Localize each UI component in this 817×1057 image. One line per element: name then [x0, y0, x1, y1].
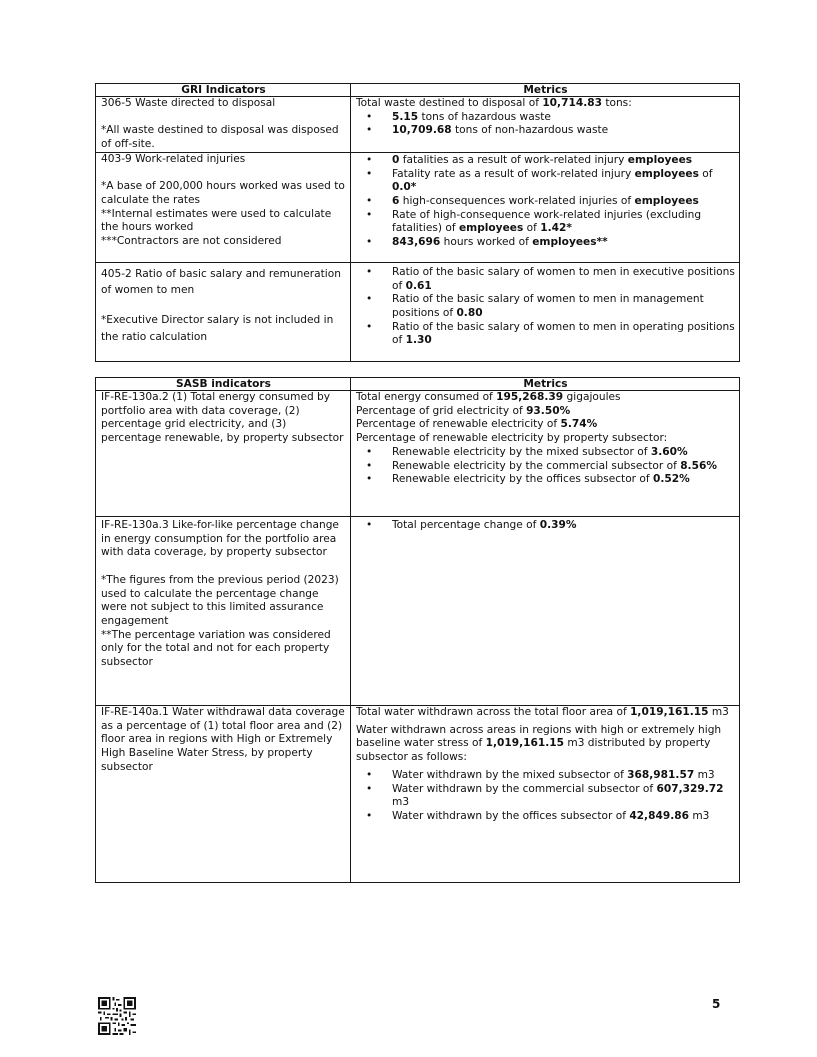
- indicator-note: *A base of 200,000 hours worked was used to calculate the rates: [101, 180, 345, 206]
- list-item: • 843,696 hours worked of employees**: [392, 236, 735, 250]
- metric-list: [356, 111, 735, 138]
- sasb-indicators-table: [95, 377, 740, 883]
- metric-list: [356, 769, 735, 824]
- list-item: • Renewable electricity by the mixed subsector of 3.60%: [392, 446, 735, 460]
- sasb-header-indicators: SASB indicators: [96, 378, 351, 391]
- list-item: • Water withdrawn by the mixed subsector of 368,981.57 m3: [392, 769, 735, 783]
- list-item: • Fatality rate as a result of work-related injury employees of 0.0*: [392, 168, 735, 195]
- indicator-title: IF-RE-130a.2 (1) Total energy consumed by portfolio area with data coverage, (2) percentage grid electricity, and (3) percentage renewable, by property subsector: [101, 391, 344, 445]
- indicator-note: **The percentage variation was considered only for the total and not for each property subsector: [101, 628, 331, 669]
- table-row: [96, 391, 740, 517]
- metrics-cell: [351, 706, 740, 883]
- indicator-cell: [96, 152, 351, 262]
- list-item: • 0 fatalities as a result of work-related injury employees: [392, 154, 735, 168]
- qr-code-icon: [98, 997, 136, 1035]
- page-number: 5: [712, 997, 721, 1011]
- metric-list: [356, 446, 735, 487]
- list-item: • 5.15 tons of hazardous waste: [392, 111, 735, 125]
- metric-line: Water withdrawn across areas in regions with high or extremely high baseline water stress of 1,019,161.15 m3 distributed by property subsector as follows:: [356, 723, 722, 764]
- metric-line: Percentage of renewable electricity of 5.74%: [356, 418, 598, 431]
- metric-list: [356, 266, 735, 348]
- metrics-cell: [351, 262, 740, 361]
- gri-header-metrics: Metrics: [351, 84, 740, 97]
- table-row: [96, 97, 740, 153]
- table-row: [96, 706, 740, 883]
- indicator-cell: [96, 391, 351, 517]
- list-item: • Water withdrawn by the offices subsector of 42,849.86 m3: [392, 810, 735, 824]
- list-item: • Total percentage change of 0.39%: [392, 519, 735, 533]
- indicator-title: 405-2 Ratio of basic salary and remuneration of women to men: [101, 267, 341, 297]
- indicator-note: *All waste destined to disposal was disposed of off-site.: [101, 124, 339, 151]
- metrics-cell: [351, 391, 740, 517]
- list-item: • Rate of high-consequence work-related injuries (excluding fatalities) of employees of 1.42*: [392, 209, 735, 236]
- table-row: [96, 517, 740, 706]
- metric-line: Percentage of grid electricity of 93.50%: [356, 404, 571, 417]
- indicator-cell: [96, 262, 351, 361]
- indicator-cell: [96, 97, 351, 153]
- metric-list: [356, 519, 735, 533]
- table-row: [96, 262, 740, 361]
- indicator-cell: [96, 517, 351, 706]
- indicator-title: IF-RE-140a.1 Water withdrawal data coverage as a percentage of (1) total floor area and (2) floor area in regions with High or Extremely High Baseline Water Stress, by property subsector: [101, 706, 345, 773]
- indicator-note: *Executive Director salary is not included in the ratio calculation: [101, 314, 334, 343]
- indicator-note: *The figures from the previous period (2023) used to calculate the percentage change were not subject to this limited assurance engagement: [101, 573, 339, 627]
- metric-list: [356, 154, 735, 250]
- indicator-cell: [96, 706, 351, 883]
- metrics-cell: [351, 517, 740, 706]
- gri-header-indicators: GRI Indicators: [96, 84, 351, 97]
- list-item: • 10,709.68 tons of non-hazardous waste: [392, 124, 735, 138]
- table-row: [96, 152, 740, 262]
- list-item: • Ratio of the basic salary of women to men in management positions of 0.80: [392, 293, 735, 320]
- list-item: • Ratio of the basic salary of women to men in operating positions of 1.30: [392, 321, 735, 348]
- list-item: • 6 high-consequences work-related injuries of employees: [392, 195, 735, 209]
- indicator-note: ***Contractors are not considered: [101, 235, 282, 247]
- metric-line: Total water withdrawn across the total floor area of 1,019,161.15 m3: [356, 706, 729, 718]
- list-item: • Renewable electricity by the offices subsector of 0.52%: [392, 473, 735, 487]
- list-item: • Renewable electricity by the commercial subsector of 8.56%: [392, 460, 735, 474]
- gri-indicators-table: [95, 83, 740, 362]
- indicator-note: **Internal estimates were used to calculate the hours worked: [101, 207, 332, 234]
- metric-line: Percentage of renewable electricity by property subsector:: [356, 432, 668, 445]
- indicator-title: 403-9 Work-related injuries: [101, 152, 246, 165]
- indicator-title: IF-RE-130a.3 Like-for-like percentage change in energy consumption for the portfolio area with data coverage, by property subsector: [101, 519, 339, 559]
- list-item: • Water withdrawn by the commercial subsector of 607,329.72 m3: [392, 783, 735, 810]
- list-item: • Ratio of the basic salary of women to men in executive positions of 0.61: [392, 266, 735, 293]
- metric-line: Total energy consumed of 195,268.39 gigajoules: [356, 391, 621, 403]
- metrics-cell: [351, 152, 740, 262]
- indicator-title: 306-5 Waste directed to disposal: [101, 97, 276, 109]
- metrics-cell: [351, 97, 740, 153]
- sasb-header-metrics: Metrics: [351, 378, 740, 391]
- metric-line: Total waste destined to disposal of 10,714.83 tons:: [356, 97, 632, 109]
